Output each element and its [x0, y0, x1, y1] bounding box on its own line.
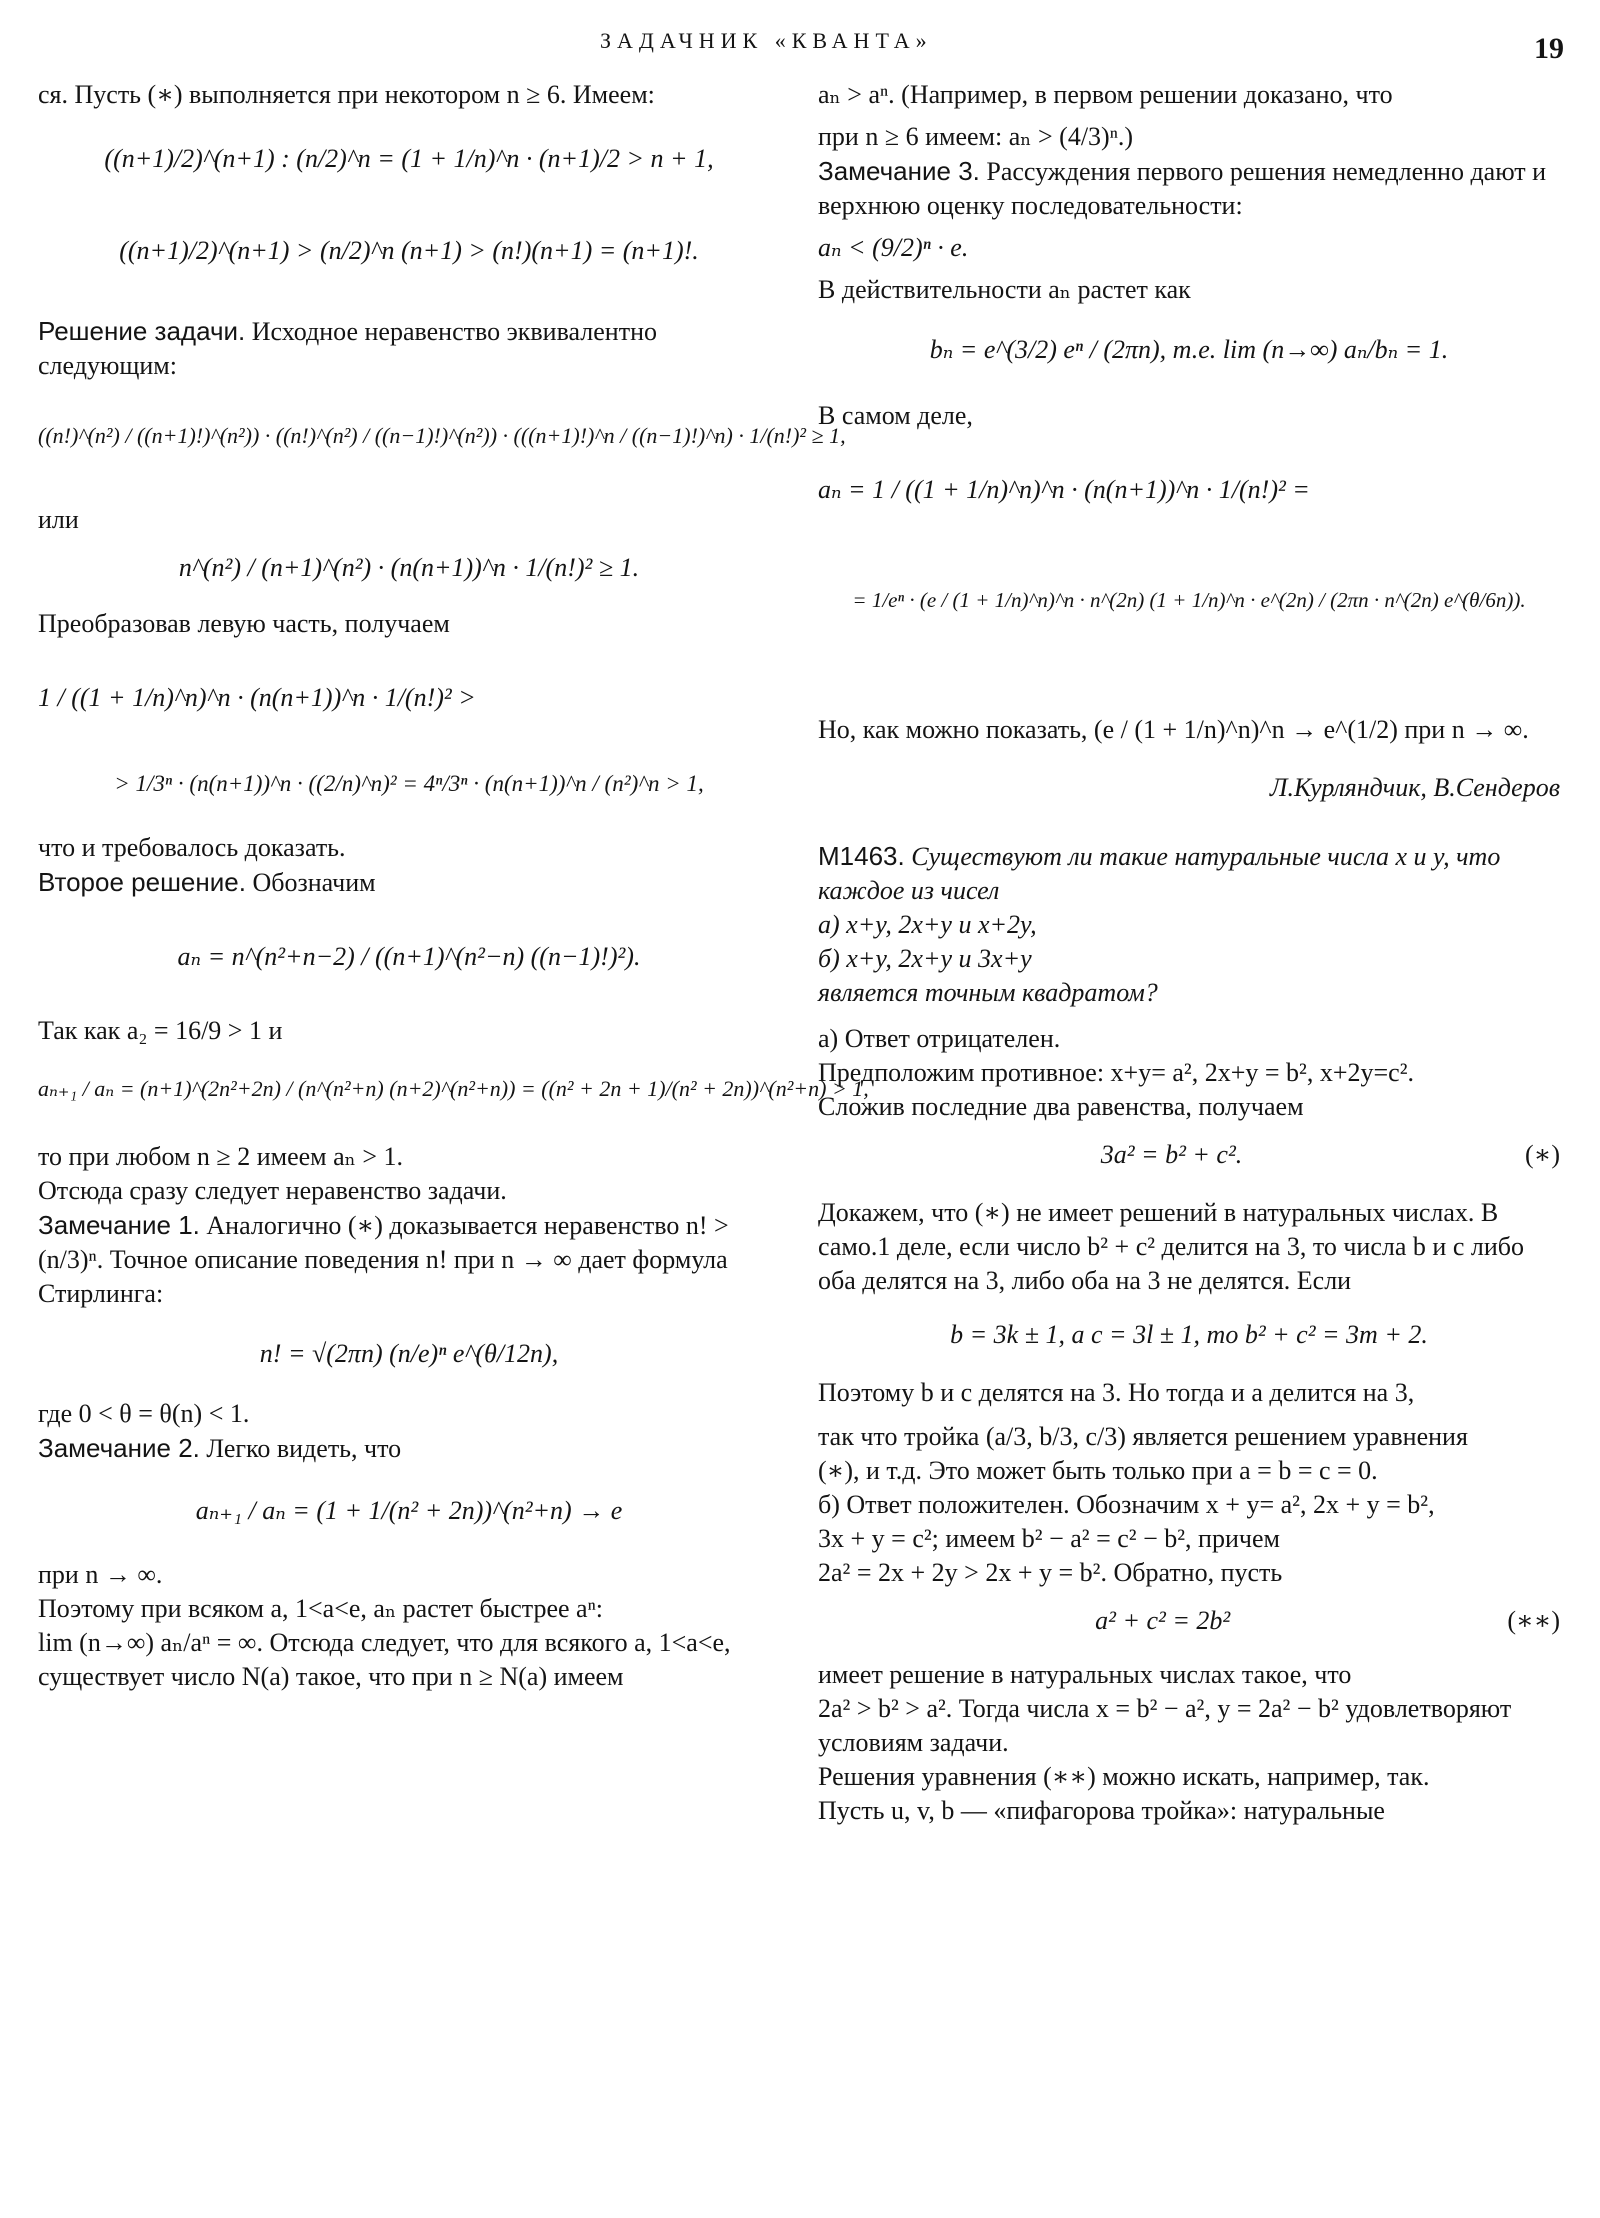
- remark2-paragraph: [38, 1431, 780, 1466]
- solution-heading: Решение задачи.: [38, 316, 246, 346]
- answer-b-line2: 3x + y = c²; имеем b² − a² = c² − b², причем: [818, 1524, 1280, 1553]
- right-paragraph-intro: aₙ > aⁿ. (Например, в первом решении доказано, что: [818, 80, 1393, 109]
- remark1-heading: Замечание 1.: [38, 1210, 200, 1240]
- then-paragraph: 2a² > b² > a². Тогда числа x = b² − a², y = 2a² − b² удовлетворяют условиям задачи.: [818, 1694, 1512, 1757]
- equation-star-tag: (∗): [1525, 1140, 1560, 1169]
- equation-double-star: [818, 1604, 1560, 1638]
- equation-factorial-bound: ((n+1)/2)^(n+1) > (n/2)^n (n+1) > (n!)(n+1) = (n+1)!.: [119, 236, 699, 265]
- transform-paragraph: Преобразовав левую часть, получаем: [38, 609, 450, 638]
- solution-text: Исходное неравенство эквивалентно следующим:: [38, 317, 657, 380]
- equation-a-n-expansion-1: aₙ = 1 / ((1 + 1/n)^n)^n · (n(n+1))^n · 1/(n!)² =: [818, 475, 1310, 504]
- grows-paragraph: В действительности aₙ растет как: [818, 275, 1191, 304]
- remark3-heading: Замечание 3.: [818, 156, 980, 186]
- answer-a: а) Ответ отрицателен.: [818, 1024, 1061, 1053]
- equation-b-n: bₙ = e^(3/2) eⁿ / (2πn), т.е. lim (n→∞) aₙ/bₙ = 1.: [929, 335, 1449, 364]
- equation-a-n-definition: aₙ = n^(n²+n−2) / ((n+1)^(n²−n) ((n−1)!)²).: [177, 942, 641, 971]
- remark2-text: Легко видеть, что: [199, 1434, 402, 1463]
- theta-paragraph: где 0 < θ = θ(n) < 1.: [38, 1399, 250, 1428]
- remark2-heading: Замечание 2.: [38, 1433, 200, 1463]
- answer-b-line3: 2a² = 2x + 2y > 2x + y = b². Обратно, пусть: [818, 1558, 1283, 1587]
- when-paragraph: при n → ∞.: [38, 1560, 163, 1589]
- adding-paragraph: Сложив последние два равенства, получаем: [818, 1092, 1304, 1121]
- let-paragraph: Пусть u, v, b — «пифагорова тройка»: натуральные: [818, 1796, 1385, 1825]
- remark1-paragraph: [38, 1208, 780, 1311]
- remark3-paragraph: [818, 154, 1560, 223]
- equation-star-body: 3a² = b² + c².: [1100, 1140, 1243, 1169]
- equation-stirling: n! = √(2πn) (n/e)ⁿ e^(θ/12n),: [259, 1339, 559, 1368]
- triple-paragraph: так что тройка (a/3, b/3, c/3) является решением уравнения: [818, 1422, 1468, 1451]
- equation-ratio: ((n+1)/2)^(n+1) : (n/2)^n = (1 + 1/n)^n · (n+1)/2 > n + 1,: [104, 144, 714, 173]
- equation-transform-1: 1 / ((1 + 1/n)^n)^n · (n(n+1))^n · 1/(n!)² >: [38, 683, 476, 712]
- page-number: 19: [1534, 32, 1564, 65]
- has-solution-paragraph: имеет решение в натуральных числах такое, что: [818, 1660, 1352, 1689]
- problem-part-b: б) x+y, 2x+y и 3x+y: [818, 944, 1032, 973]
- therefore-paragraph: Поэтому при всяком a, 1<a<e, aₙ растет быстрее aⁿ:: [38, 1594, 603, 1623]
- solutions-paragraph: Решения уравнения (∗∗) можно искать, например, так.: [818, 1762, 1430, 1791]
- equation-simplified: n^(n²) / (n+1)^(n²) · (n(n+1))^n · 1/(n!)² ≥ 1.: [178, 553, 640, 582]
- prove-paragraph: Докажем, что (∗) не имеет решений в натуральных числах. В само.1 деле, если число b² + c² делится на 3, то числа b и c либо оба делятся на 3, либо оба на 3 не делятся. Если: [818, 1198, 1524, 1295]
- solution-paragraph: [38, 314, 780, 383]
- or-word: или: [38, 505, 79, 534]
- right-column: [818, 78, 1560, 1828]
- answer-b: б) Ответ положителен. Обозначим x + y= a², 2x + y = b²,: [818, 1490, 1435, 1519]
- problem-part-a: а) x+y, 2x+y и x+2y,: [818, 910, 1037, 939]
- left-paragraph-intro: ся. Пусть (∗) выполняется при некотором n ≥ 6. Имеем:: [38, 80, 655, 109]
- therefore-divisible-paragraph: Поэтому b и c делятся на 3. Но тогда и a делится на 3,: [818, 1378, 1415, 1407]
- suppose-paragraph: Предположим противное: x+y= a², 2x+y = b², x+2y=c².: [818, 1058, 1414, 1087]
- equation-a-n-expansion-2: = 1/eⁿ · (e / (1 + 1/n)^n)^n · n^(2n) (1 + 1/n)^n · e^(2n) / (2πn · n^(2n) e^(θ/6n)).: [852, 588, 1526, 612]
- remark1-text: Аналогично (∗) доказывается неравенство n! > (n/3)ⁿ. Точное описание поведения n! при n → ∞ дает формула Стирлинга:: [38, 1211, 729, 1308]
- second-solution-heading: Второе решение.: [38, 867, 246, 897]
- but-paragraph: Но, как можно показать, (e / (1 + 1/n)^n)^n → e^(1/2) при n → ∞.: [818, 715, 1529, 744]
- equation-equivalent-product: ((n!)^(n²) / ((n+1)!)^(n²)) · ((n!)^(n²) / ((n−1)!)^(n²)) · (((n+1)!)^n / ((n−1)!)^n) · 1/(n!)² ≥ 1,: [38, 423, 846, 448]
- page-header: [0, 22, 1600, 65]
- running-title: ЗАДАЧНИК «КВАНТА»: [600, 28, 933, 53]
- limit-paragraph: lim (n→∞) aₙ/aⁿ = ∞. Отсюда следует, что для всякого a, 1<a<e,: [38, 1628, 731, 1657]
- equation-ratio-limit: aₙ₊₁ / aₙ = (1 + 1/(n² + 2n))^(n²+n) → e: [195, 1496, 623, 1525]
- remark3-text: Рассуждения первого решения немедленно дают и верхнюю оценку последовательности:: [818, 157, 1547, 220]
- exists-paragraph: существует число N(a) такое, что при n ≥ N(a) имеем: [38, 1662, 624, 1691]
- equation-double-star-body: a² + c² = 2b²: [1095, 1606, 1231, 1635]
- problem-text: Существуют ли такие натуральные числа x и y, что каждое из чисел: [818, 842, 1501, 905]
- authors-signature: Л.Курляндчик, В.Сендеров: [1269, 773, 1560, 802]
- proof-done-paragraph: что и требовалось доказать.: [38, 833, 346, 862]
- problem-ending: является точным квадратом?: [818, 978, 1158, 1007]
- follows-paragraph: Отсюда сразу следует неравенство задачи.: [38, 1176, 507, 1205]
- equation-transform-2: > 1/3ⁿ · (n(n+1))^n · ((2/n)^n)² = 4ⁿ/3ⁿ · (n(n+1))^n / (n²)^n > 1,: [114, 771, 704, 796]
- second-solution-paragraph: [38, 865, 780, 900]
- etc-paragraph: (∗), и т.д. Это может быть только при a = b = c = 0.: [818, 1456, 1378, 1485]
- equation-double-star-tag: (∗∗): [1507, 1606, 1560, 1635]
- indeed-paragraph: В самом деле,: [818, 401, 973, 430]
- equation-upper-bound: aₙ < (9/2)ⁿ · e.: [818, 233, 969, 262]
- equation-mod-3: b = 3k ± 1, а c = 3l ± 1, то b² + c² = 3m + 2.: [950, 1320, 1428, 1349]
- since-paragraph: Так как a₂ = 16/9 > 1 и: [38, 1016, 283, 1045]
- second-solution-text: Обозначим: [245, 868, 376, 897]
- problem-number: М1463.: [818, 841, 905, 871]
- equation-star: [818, 1138, 1560, 1172]
- right-paragraph-example: при n ≥ 6 имеем: aₙ > (4/3)ⁿ.): [818, 122, 1134, 151]
- equation-ratio-a-n: aₙ₊₁ / aₙ = (n+1)^(2n²+2n) / (n^(n²+n) (n+2)^(n²+n)) = ((n² + 2n + 1)/(n² + 2n))^(n²+n) > 1,: [38, 1076, 869, 1101]
- any-n-paragraph: то при любом n ≥ 2 имеем aₙ > 1.: [38, 1142, 404, 1171]
- problem-statement: [818, 839, 1560, 908]
